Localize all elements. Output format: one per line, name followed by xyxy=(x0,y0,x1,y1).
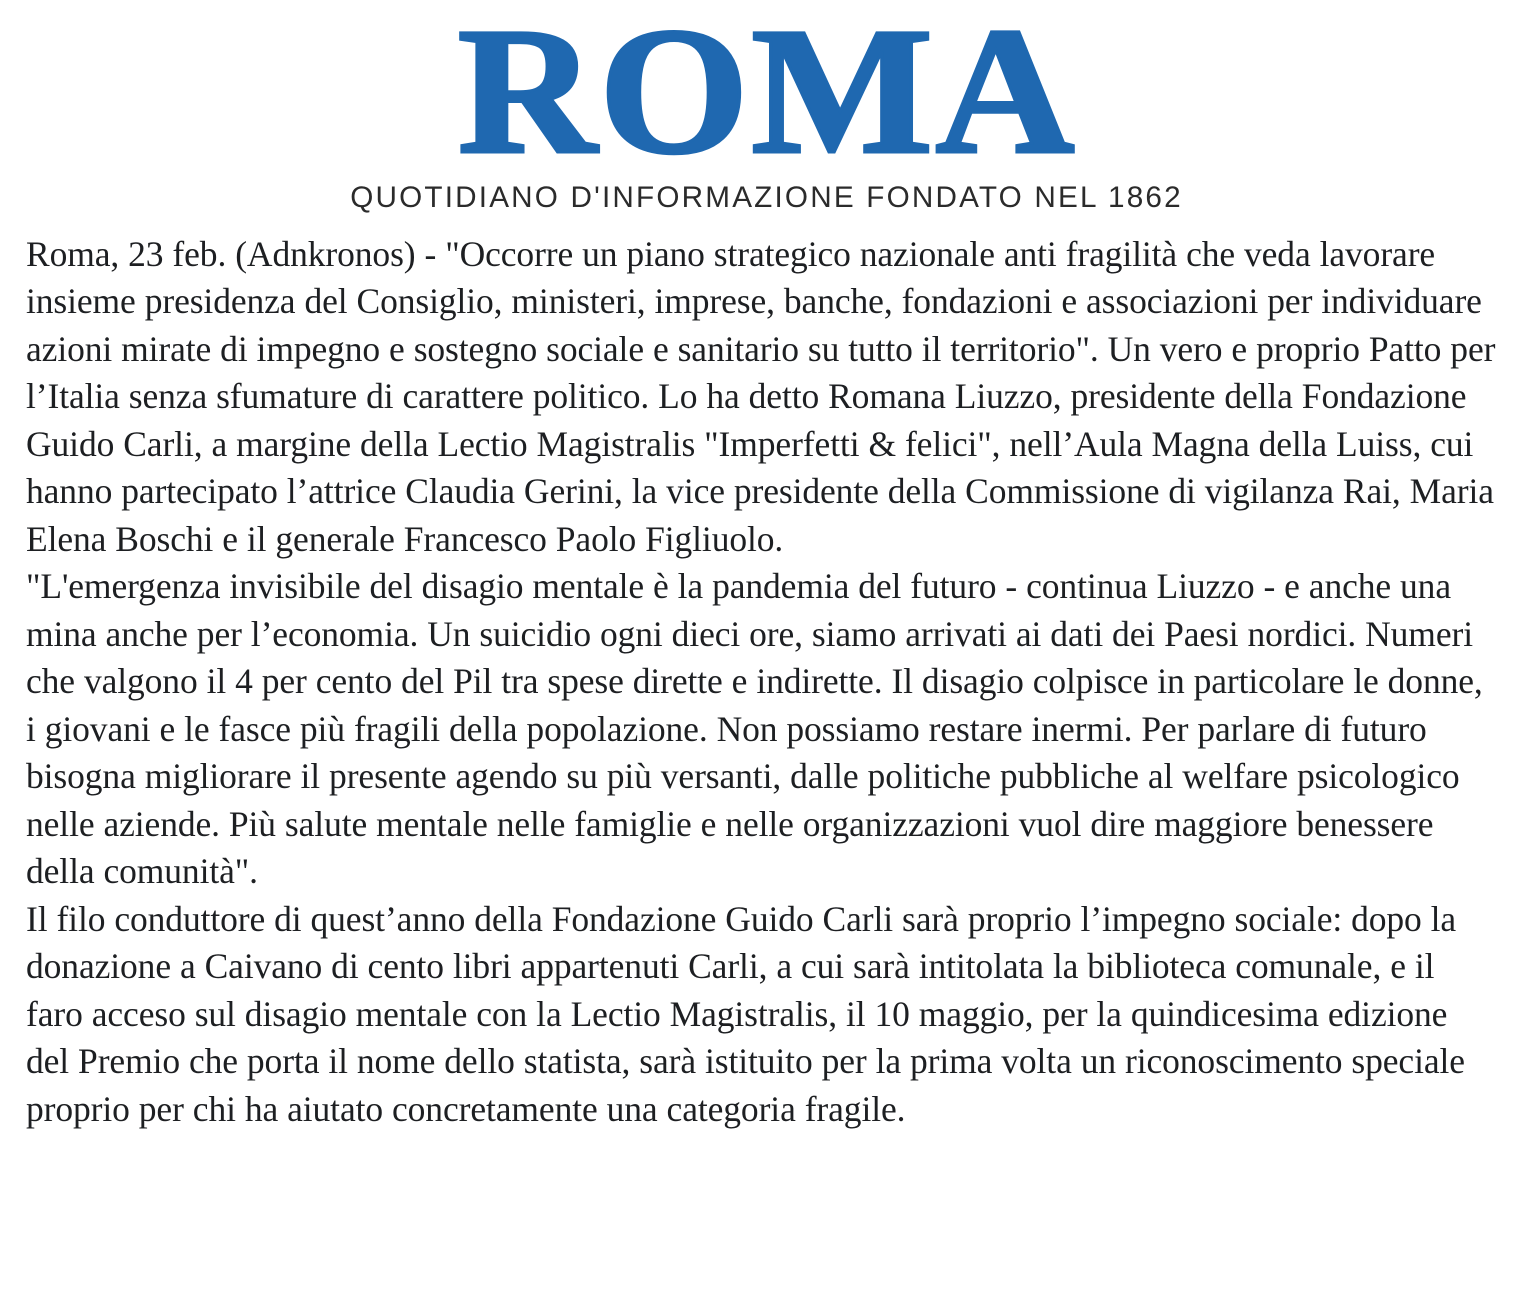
article-paragraph-3: Il filo conduttore di quest’anno della Fondazione Guido Carli sarà proprio l’impegno sociale: dopo la donazione a Caivano di cento libri appartenuti Carli, a cui sarà intitolata la biblioteca comunale, e il faro acceso sul disagio mentale con la Lectio Magistralis, il 10 maggio, per la quindicesima edizione del Premio che porta il nome dello statista, sarà istituito per la prima volta un riconoscimento speciale proprio per chi ha aiutato concretamente una categoria fragile. xyxy=(26,898,1465,1129)
article-body xyxy=(0,215,1534,1134)
article-paragraph-1: Roma, 23 feb. (Adnkronos) - "Occorre un piano strategico nazionale anti fragilità che veda lavorare insieme presidenza del Consiglio, ministeri, imprese, banche, fondazioni e associazioni per individuare azioni mirate di impegno e sostegno sociale e sanitario su tutto il territorio". Un vero e proprio Patto per l’Italia senza sfumature di carattere politico. Lo ha detto Romana Liuzzo, presidente della Fondazione Guido Carli, a margine della Lectio Magistralis "Imperfetti & felici", nell’Aula Magna della Luiss, cui hanno partecipato l’attrice Claudia Gerini, la vice presidente della Commissione di vigilanza Rai, Maria Elena Boschi e il generale Francesco Paolo Figliuolo. xyxy=(26,233,1496,559)
masthead xyxy=(0,0,1534,215)
roma-logo-tagline: QUOTIDIANO D'INFORMAZIONE FONDATO NEL 1862 xyxy=(350,180,1184,214)
article-paragraph-2: "L'emergenza invisibile del disagio mentale è la pandemia del futuro - continua Liuzzo - e anche una mina anche per l’economia. Un suicidio ogni dieci ore, siamo arrivati ai dati dei Paesi nordici. Numeri che valgono il 4 per cento del Pil tra spese dirette e indirette. Il disagio colpisce in particolare le donne, i giovani e le fasce più fragili della popolazione. Non possiamo restare inermi. Per parlare di futuro bisogna migliorare il presente agendo su più versanti, dalle politiche pubbliche al welfare psicologico nelle aziende. Più salute mentale nelle famiglie e nelle organizzazioni vuol dire maggiore benessere della comunità". xyxy=(26,566,1483,892)
roma-logo-wordmark: ROMA xyxy=(457,0,1077,192)
